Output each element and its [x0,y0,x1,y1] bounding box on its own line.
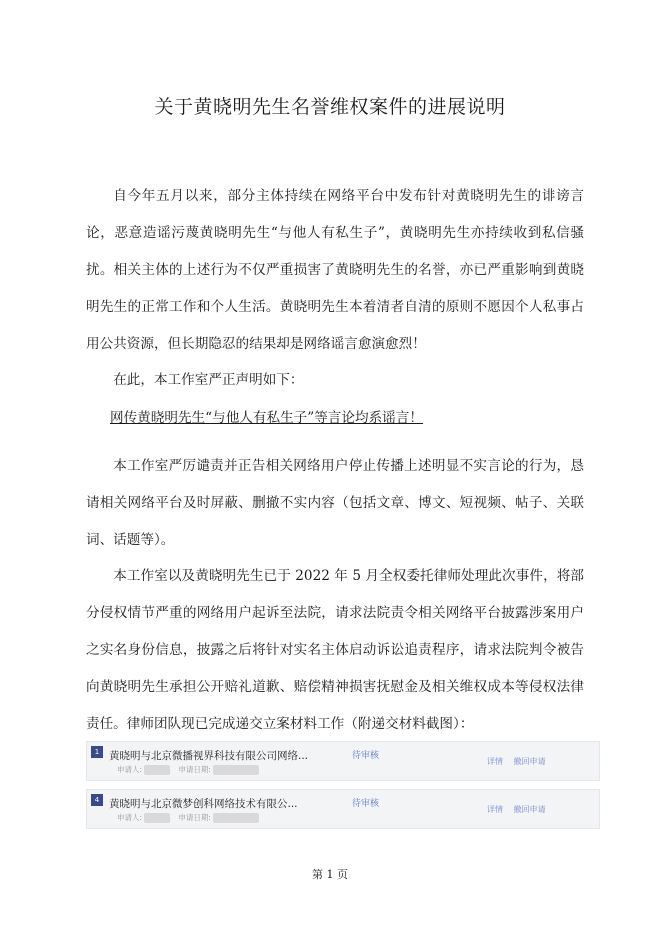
case-index-badge: 4 [91,794,103,806]
date-label: 申请日期: [178,813,211,822]
applicant-label: 申请人: [117,813,143,822]
case-actions [487,756,554,767]
paragraph-1: 自今年五月以来，部分主体持续在网络平台中发布针对黄晓明先生的诽谤言论，恶意造谣污蔑黄晓明先生“与他人有私生子”，黄晓明先生亦持续收到私信骚扰。相关主体的上述行为不仅严重损害了黄晓明先生的名誉，亦已严重影响到黄晓明先生的正常工作和个人生活。黄晓明先生本着清者自清的原则不愿因个人私事占用公共资源，但长期隐忍的结果却是网络谣言愈演愈烈！ [86,188,584,352]
redacted-block [213,765,259,775]
case-actions [487,804,554,815]
case-item [86,789,600,829]
case-status: 待审核 [352,751,380,761]
detail-link[interactable]: 详情 [487,757,503,766]
redacted-block [144,813,170,823]
detail-link[interactable]: 详情 [487,805,503,814]
case-item [86,741,600,781]
date-label: 申请日期: [178,765,211,774]
redacted-block [213,813,259,823]
case-meta [117,764,265,775]
case-status: 待审核 [352,799,380,809]
paragraph-4: 本工作室以及黄晓明先生已于 2022 年 5 月全权委托律师处理此次事件，将部分侵权情节严重的网络用户起诉至法院，请求法院责令相关网络平台披露涉案用户之实名身份信息，披露之后将针对实名主体启动诉讼追责程序，请求法院判令被告向黄晓明先生承担公开赔礼道歉、赔偿精神损害抚慰金及相关维权成本等侵权法律责任。律师团队现已完成递交立案材料工作（附递交材料截图）： [86,568,584,732]
page-number: 第 1 页 [312,868,348,881]
paragraph-2: 在此，本工作室严正声明如下： [113,372,304,388]
case-index-badge: 1 [91,746,103,758]
document-title: 关于黄晓明先生名誉维权案件的进展说明 [154,96,506,118]
withdraw-link[interactable]: 撤回申请 [513,757,546,766]
redacted-block [144,765,170,775]
withdraw-link[interactable]: 撤回申请 [513,805,546,814]
rumor-declaration: 网传黄晓明先生“与他人有私生子”等言论均系谣言！ [110,410,423,426]
case-meta [117,812,265,823]
case-name: 黄晓明与北京微播视界科技有限公司网络... [109,750,309,762]
case-name: 黄晓明与北京微梦创科网络技术有限公... [109,798,298,810]
paragraph-3: 本工作室严厉谴责并正告相关网络用户停止传播上述明显不实言论的行为，恳请相关网络平台及时屏蔽、删撤不实内容（包括文章、博文、短视频、帖子、关联词、话题等）。 [86,458,584,548]
applicant-label: 申请人: [117,765,143,774]
